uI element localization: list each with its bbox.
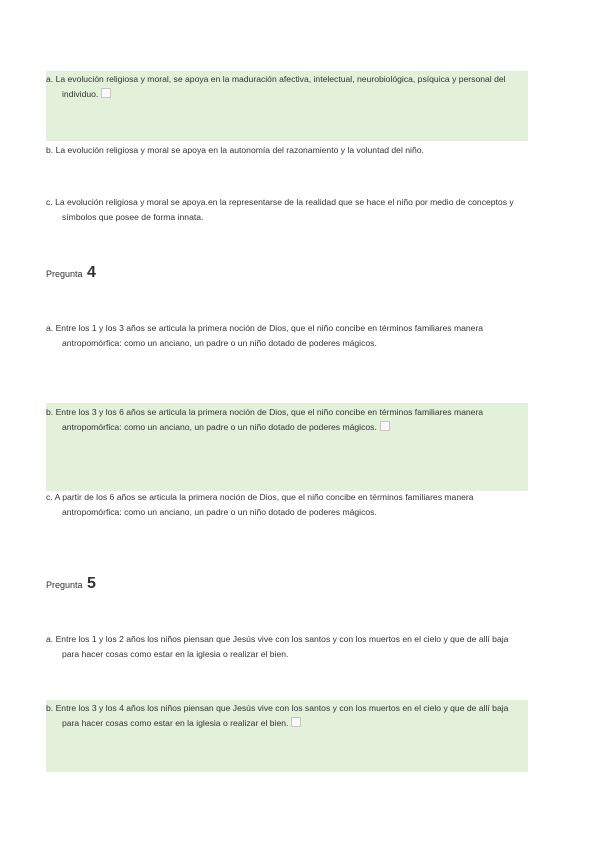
q3-option-b-letter: b. <box>46 145 54 155</box>
q4-option-b-letter: b. <box>46 407 54 417</box>
question-4-heading <box>46 264 96 282</box>
checkbox-icon[interactable] <box>291 717 301 727</box>
question-4-label: Pregunta <box>46 269 83 279</box>
q3-option-a-text: La evolución religiosa y moral, se apoya en la maduración afectiva, intelectual, neurobiológica, psíquica y personal del individuo. <box>55 74 506 99</box>
q3-option-a[interactable] <box>46 71 528 141</box>
q5-option-b[interactable] <box>46 700 528 772</box>
q5-option-a-letter: a. <box>46 634 54 644</box>
q5-option-b-text: Entre los 3 y los 4 años los niños piensan que Jesús vive con los santos y con los muertos en el cielo y que de allí baja para hacer cosas como estar en la iglesia o realizar el bien. <box>55 703 509 728</box>
q5-option-a[interactable] <box>46 632 528 662</box>
q5-option-a-text: Entre los 1 y los 2 años los niños piensan que Jesús vive con los santos y con los muertos en el cielo y que de allí baja para hacer cosas como estar en la iglesia o realizar el bien. <box>55 634 509 659</box>
q4-option-c-letter: c. <box>46 492 53 502</box>
question-4-number: 4 <box>87 264 96 281</box>
question-5-heading <box>46 575 96 593</box>
q3-option-b[interactable] <box>46 143 528 158</box>
q3-option-c-text: La evolución religiosa y moral se apoya.en la representarse de la realidad que se hace el niño por medio de conceptos y símbolos que posee de forma innata. <box>55 197 514 222</box>
q4-option-b[interactable] <box>46 403 528 491</box>
q3-option-b-text: La evolución religiosa y moral se apoya en la autonomía del razonamiento y la voluntad del niño. <box>55 145 424 155</box>
q4-option-b-text: Entre los 3 y los 6 años se articula la primera noción de Dios, que el niño concibe en términos familiares manera antropomórfica: como un anciano, un padre o un niño dotado de poderes mágicos. <box>55 407 484 432</box>
q4-option-c-text: A partir de los 6 años se articula la primera noción de Dios, que el niño concibe en términos familiares manera antropomórfica: como un anciano, un padre o un niño dotado de poderes mágicos. <box>54 492 474 517</box>
q5-option-b-letter: b. <box>46 703 54 713</box>
checkbox-icon[interactable] <box>380 421 390 431</box>
q3-option-c-letter: c. <box>46 197 53 207</box>
q3-option-c[interactable] <box>46 195 528 225</box>
q3-option-a-letter: a. <box>46 74 54 84</box>
checkbox-icon[interactable] <box>101 88 111 98</box>
question-5-label: Pregunta <box>46 580 83 590</box>
question-5-number: 5 <box>87 575 96 592</box>
q4-option-c[interactable] <box>46 490 528 520</box>
q4-option-a-letter: a. <box>46 323 54 333</box>
q4-option-a[interactable] <box>46 321 528 351</box>
q4-option-a-text: Entre los 1 y los 3 años se articula la primera noción de Dios, que el niño concibe en términos familiares manera antropomórfica: como un anciano, un padre o un niño dotado de poderes mágicos. <box>55 323 484 348</box>
